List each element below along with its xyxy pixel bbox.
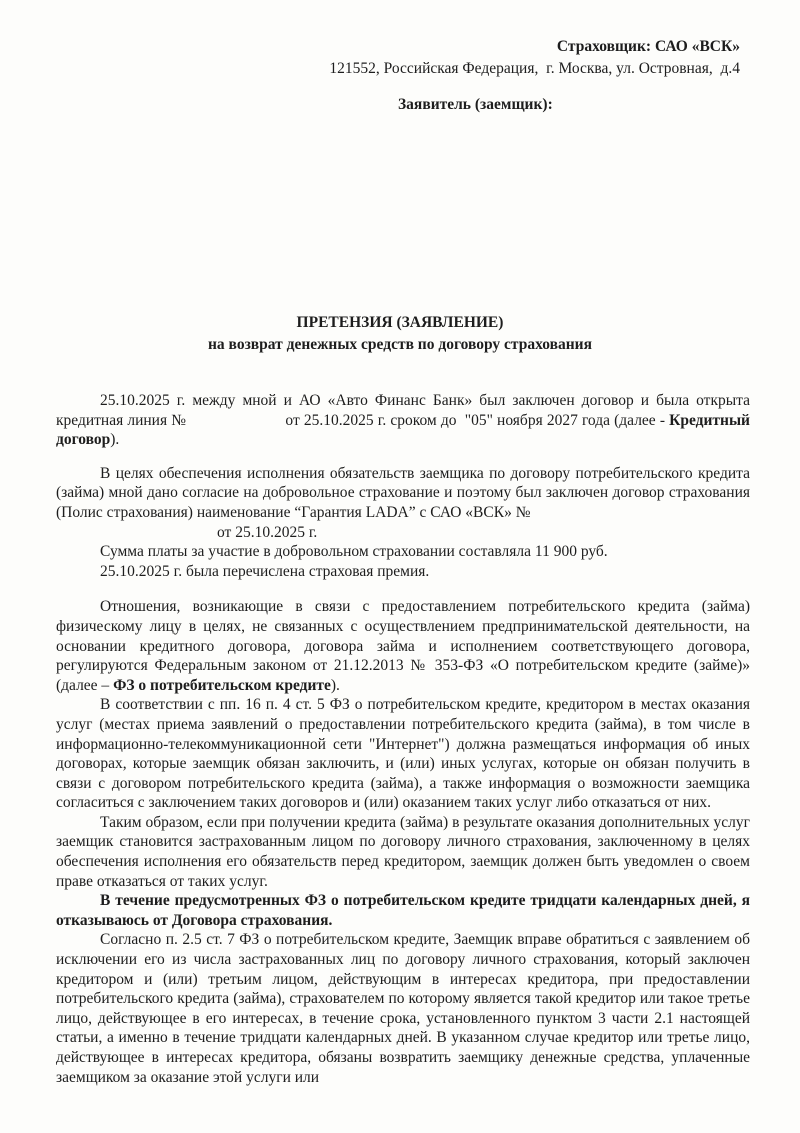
insurer-name: Страховщик: САО «ВСК»: [556, 38, 740, 55]
insurer-address: 121552, Российская Федерация, г. Москва, ул. Островная, д.4: [329, 60, 740, 77]
para-policy-date: от 25.10.2025 г.: [217, 523, 318, 541]
para-premium-amount: Сумма платы за участие в добровольном страховании составляла 11 900 руб.: [100, 543, 608, 561]
para-notification-right: Таким образом, если при получении кредита (займа) в результате оказания дополнительных услуг заемщик становится застрахованным лицом по договору личного страхования, заключенному в целях обеспечения исполнения его обязательств перед кредитором, заемщик должен быть уведомлен о своем праве отказаться от таких услуг.: [56, 813, 750, 890]
para-insurance-agreement: В целях обеспечения исполнения обязательств заемщика по договору потребительского кредита (займа) мной дано согласие на добровольное страхование и поэтому был заключен договор страхования (Полис страхования) наименование “Гарантия LADA” с САО «ВСК» №: [56, 464, 750, 521]
applicant-label: Заявитель (заемщик):: [398, 96, 553, 113]
para-credit-agreement: 25.10.2025 г. между мной и АО «Авто Финанс Банк» был заключен договор и была открыта кредитная линия № от 25.10.2025 г. сроком до "05" ноября 2027 года (далее - Кредитный договор).: [56, 392, 750, 449]
para-article-7: Согласно п. 2.5 ст. 7 ФЗ о потребительском кредите, Заемщик вправе обратиться с заявлением об исключении его из числа застрахованных лиц по договору личного страхования, который заключен кредитором и (или) третьим лицом, действующим в интересах кредитора, при предоставлении потребительского кредита (займа), страхователем по которому является такой кредитор или такое третье лицо, действующее в его интересах, в течение срока, установленного пунктом 3 части 2.1 настоящей статьи, а именно в течение тридцати календарных дней. В указанном случае кредитор или третье лицо, действующее в интересах кредитора, обязаны возвратить заемщику денежные средства, уплаченные заемщиком за оказание этой услуги или: [56, 931, 750, 1086]
document-title-block: [0, 312, 800, 356]
para-article-5: В соответствии с пп. 16 п. 4 ст. 5 ФЗ о потребительском кредите, кредитором в местах оказания услуг (местах приема заявлений о предоставлении потребительского кредита (займа), в том числе в информационно-телекоммуникационной сети "Интернет") должна размещаться информация об иных договорах, которые заемщик обязан заключить, и (или) иных услугах, которые он обязан получить в связи с договором потребительского кредита (займа), а также информация о возможности заемщика согласиться с заключением таких договоров и (или) оказанием таких услуг либо отказаться от них.: [56, 696, 750, 812]
para-refusal-statement: В течение предусмотренных ФЗ о потребительском кредите тридцати календарных дней, я отказываюсь от Договора страхования.: [56, 892, 750, 929]
document-title: ПРЕТЕНЗИЯ (ЗАЯВЛЕНИЕ): [296, 314, 504, 331]
document-subtitle: на возврат денежных средств по договору страхования: [208, 336, 592, 353]
para-premium-paid: 25.10.2025 г. была перечислена страховая премия.: [100, 562, 430, 580]
document-body: [56, 391, 750, 1087]
para-law-353: Отношения, возникающие в связи с предоставлением потребительского кредита (займа) физическому лицу в целях, не связанных с осуществлением предпринимательской деятельности, на основании кредитного договора, договора займа и исполнением соответствующего договора, регулируются Федеральным законом от 21.12.2013 № 353-ФЗ «О потребительском кредите (займе)» (далее – ФЗ о потребительском кредите).: [56, 598, 750, 694]
